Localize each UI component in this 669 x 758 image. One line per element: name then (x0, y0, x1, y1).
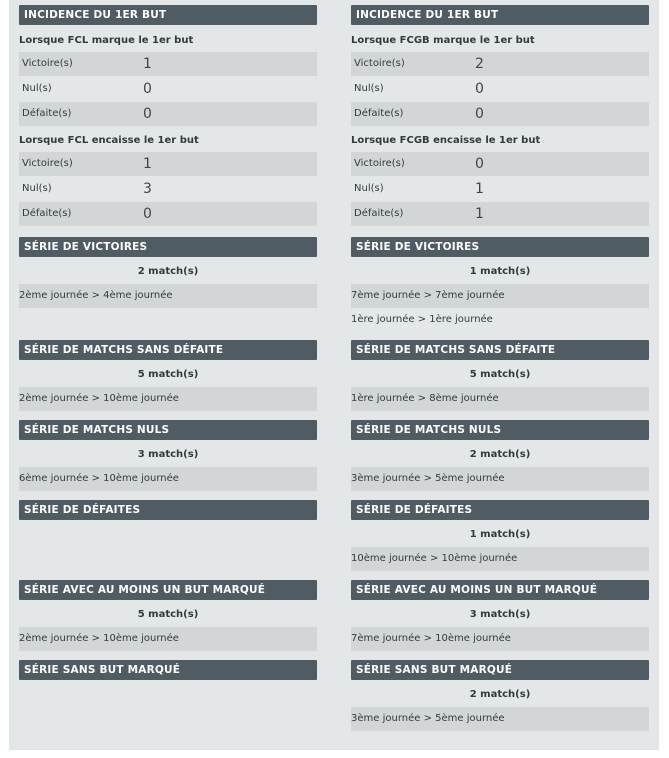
stat-label: Nul(s) (22, 83, 52, 94)
stat-label: Victoire(s) (22, 58, 73, 69)
range-text: 1ère journée > 8ème journée (351, 393, 499, 404)
incidence-header: INCIDENCE DU 1ER BUT (351, 5, 649, 25)
series-count: 2 match(s) (469, 689, 531, 700)
series-unbeaten-header: SÉRIE DE MATCHS SANS DÉFAITE (19, 340, 317, 360)
stat-value: 2 (475, 56, 484, 72)
stat-label: Défaite(s) (354, 108, 404, 119)
series-count: 1 match(s) (469, 529, 531, 540)
stat-label: Défaite(s) (354, 208, 404, 219)
stat-row-wins (19, 152, 317, 176)
stat-label: Victoire(s) (22, 158, 73, 169)
series-count: 1 match(s) (469, 266, 531, 277)
stat-label: Défaite(s) (22, 108, 72, 119)
stat-row-losses (19, 202, 317, 226)
series-range (351, 308, 649, 332)
series-unbeaten-header: SÉRIE DE MATCHS SANS DÉFAITE (351, 340, 649, 360)
range-text: 3ème journée > 5ème journée (351, 713, 505, 724)
series-no-goal-header: SÉRIE SANS BUT MARQUÉ (19, 660, 317, 680)
series-count: 5 match(s) (137, 369, 199, 380)
scores-first-label: Lorsque FCGB marque le 1er but (351, 35, 535, 46)
range-text: 7ème journée > 10ème journée (351, 633, 511, 644)
stat-value: 1 (143, 56, 152, 72)
series-scored-header: SÉRIE AVEC AU MOINS UN BUT MARQUÉ (19, 580, 317, 600)
range-text: 2ème journée > 4ème journée (19, 290, 173, 301)
range-text: 1ère journée > 1ère journée (351, 314, 493, 325)
stat-row-losses (351, 102, 649, 126)
incidence-header: INCIDENCE DU 1ER BUT (19, 5, 317, 25)
range-text: 6ème journée > 10ème journée (19, 473, 179, 484)
series-draws-header: SÉRIE DE MATCHS NULS (19, 420, 317, 440)
stat-row-losses (351, 202, 649, 226)
series-range (351, 547, 649, 571)
stat-value: 0 (143, 106, 152, 122)
stat-value: 0 (143, 81, 152, 97)
series-count: 3 match(s) (469, 609, 531, 620)
series-count: 5 match(s) (469, 369, 531, 380)
series-range (19, 627, 317, 651)
series-draws-header: SÉRIE DE MATCHS NULS (351, 420, 649, 440)
stat-value: 0 (143, 206, 152, 222)
range-text: 2ème journée > 10ème journée (19, 633, 179, 644)
series-count: 5 match(s) (137, 609, 199, 620)
series-losses-header: SÉRIE DE DÉFAITES (19, 500, 317, 520)
stat-label: Nul(s) (354, 183, 384, 194)
series-range (19, 387, 317, 411)
series-scored-header: SÉRIE AVEC AU MOINS UN BUT MARQUÉ (351, 580, 649, 600)
series-count: 2 match(s) (469, 449, 531, 460)
stat-label: Défaite(s) (22, 208, 72, 219)
concedes-first-label: Lorsque FCGB encaisse le 1er but (351, 135, 541, 146)
stat-row-wins (19, 52, 317, 76)
stat-value: 1 (143, 156, 152, 172)
stat-value: 0 (475, 156, 484, 172)
stat-row-losses (19, 102, 317, 126)
stat-value: 3 (143, 181, 152, 197)
series-count: 3 match(s) (137, 449, 199, 460)
series-losses-header: SÉRIE DE DÉFAITES (351, 500, 649, 520)
range-text: 10ème journée > 10ème journée (351, 553, 518, 564)
series-range (351, 387, 649, 411)
stat-value: 0 (475, 106, 484, 122)
stat-label: Victoire(s) (354, 158, 405, 169)
range-text: 2ème journée > 10ème journée (19, 393, 179, 404)
series-range (351, 627, 649, 651)
stat-value: 0 (475, 81, 484, 97)
series-no-goal-header: SÉRIE SANS BUT MARQUÉ (351, 660, 649, 680)
series-wins-header: SÉRIE DE VICTOIRES (19, 237, 317, 257)
series-range (19, 467, 317, 491)
stat-value: 1 (475, 206, 484, 222)
concedes-first-label: Lorsque FCL encaisse le 1er but (19, 135, 199, 146)
stat-label: Victoire(s) (354, 58, 405, 69)
stat-row-wins (351, 152, 649, 176)
series-range (351, 467, 649, 491)
stat-label: Nul(s) (354, 83, 384, 94)
range-text: 7ème journée > 7ème journée (351, 290, 505, 301)
stat-row-draws (19, 77, 317, 101)
series-range (19, 284, 317, 308)
stat-value: 1 (475, 181, 484, 197)
stat-label: Nul(s) (22, 183, 52, 194)
stat-row-draws (351, 77, 649, 101)
series-wins-header: SÉRIE DE VICTOIRES (351, 237, 649, 257)
range-text: 3ème journée > 5ème journée (351, 473, 505, 484)
series-range (351, 284, 649, 308)
stat-row-wins (351, 52, 649, 76)
series-count: 2 match(s) (137, 266, 199, 277)
series-range (351, 707, 649, 731)
stat-row-draws (351, 177, 649, 201)
stat-row-draws (19, 177, 317, 201)
scores-first-label: Lorsque FCL marque le 1er but (19, 35, 194, 46)
